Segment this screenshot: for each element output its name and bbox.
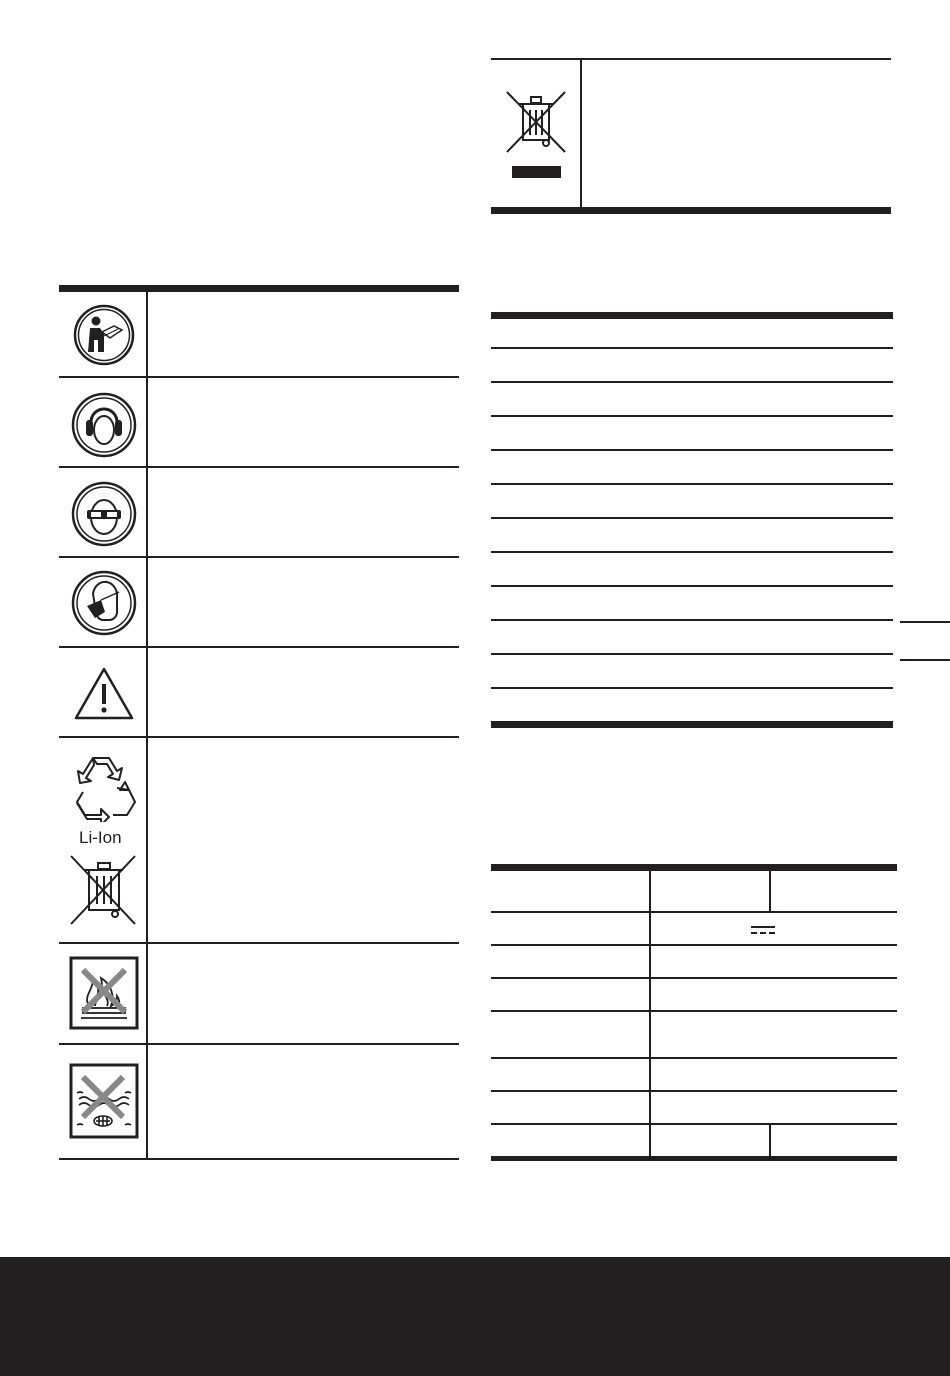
symbol-cell [59, 558, 148, 646]
recycle-li-ion-icon [71, 752, 137, 822]
table-cell [651, 1012, 771, 1057]
table-cell [651, 1059, 771, 1090]
table-cell [651, 913, 771, 944]
table-row [491, 1125, 897, 1156]
crossed-out-wheelie-bin-icon [501, 80, 571, 180]
symbol-cell [59, 1045, 148, 1158]
table-cell [773, 871, 897, 911]
no-water-icon [69, 1063, 139, 1139]
list-item [491, 655, 893, 689]
table-cell [651, 946, 771, 977]
list-item [491, 349, 893, 383]
rule [491, 864, 897, 871]
table-cell [651, 979, 771, 1010]
symbol-row-recycle-li-ion [59, 738, 459, 944]
weee-disposal-box [491, 58, 891, 214]
symbol-row-eye-protection [59, 468, 459, 558]
dust-mask-icon [71, 570, 137, 636]
table-row [491, 1012, 897, 1059]
technical-data-table [491, 864, 897, 1161]
table-cell [651, 1092, 771, 1123]
read-manual-icon [73, 304, 135, 366]
symbol-cell [59, 468, 148, 556]
rule [491, 312, 893, 319]
list-item [491, 553, 893, 587]
list-item [491, 485, 893, 519]
list-item [491, 519, 893, 553]
symbol-cell [59, 378, 148, 466]
table-cell [491, 946, 651, 977]
rule [491, 58, 891, 60]
table-cell [491, 1012, 651, 1057]
table-row [491, 1092, 897, 1125]
list-item [491, 383, 893, 417]
table-cell [491, 1059, 651, 1090]
symbol-cell [59, 292, 148, 376]
table-row [491, 913, 897, 946]
rule [491, 721, 893, 728]
table-row [491, 979, 897, 1012]
table-cell [491, 979, 651, 1010]
table-cell [491, 1092, 651, 1123]
table-cell [491, 871, 651, 911]
no-fire-icon [69, 956, 139, 1030]
table-cell [651, 1125, 771, 1156]
parts-list [491, 312, 893, 728]
table-header-row [491, 871, 897, 913]
symbol-row-no-water [59, 1045, 459, 1160]
table-row [491, 946, 897, 979]
list-item [491, 587, 893, 621]
divider [580, 58, 582, 207]
table-cell [651, 871, 771, 911]
symbol-row-ear-protection [59, 378, 459, 468]
table-cell [491, 1125, 651, 1156]
ear-protection-icon [71, 392, 137, 458]
crossed-out-wheelie-bin-icon [69, 854, 139, 928]
table-row [491, 1059, 897, 1092]
warning-triangle-icon [73, 666, 135, 722]
language-tab [900, 621, 950, 661]
list-item [491, 689, 893, 721]
eye-protection-icon [71, 481, 137, 547]
list-item [491, 417, 893, 451]
list-item [491, 621, 893, 655]
table-cell [773, 1125, 897, 1156]
list-item [491, 319, 893, 349]
rule [59, 285, 459, 292]
symbols-table [59, 285, 459, 1160]
symbol-cell [59, 738, 148, 942]
symbol-row-no-fire [59, 944, 459, 1045]
rule [491, 207, 891, 214]
footer-band [0, 1257, 950, 1376]
list-item [491, 451, 893, 485]
li-ion-label: Li-Ion [79, 828, 122, 847]
table-cell [491, 913, 651, 944]
symbol-cell [59, 944, 148, 1043]
symbol-row-warning [59, 648, 459, 738]
symbol-cell [59, 648, 148, 736]
symbol-row-read-manual [59, 292, 459, 378]
rule [491, 1156, 897, 1161]
dc-current-icon [751, 925, 775, 935]
symbol-row-dust-mask [59, 558, 459, 648]
